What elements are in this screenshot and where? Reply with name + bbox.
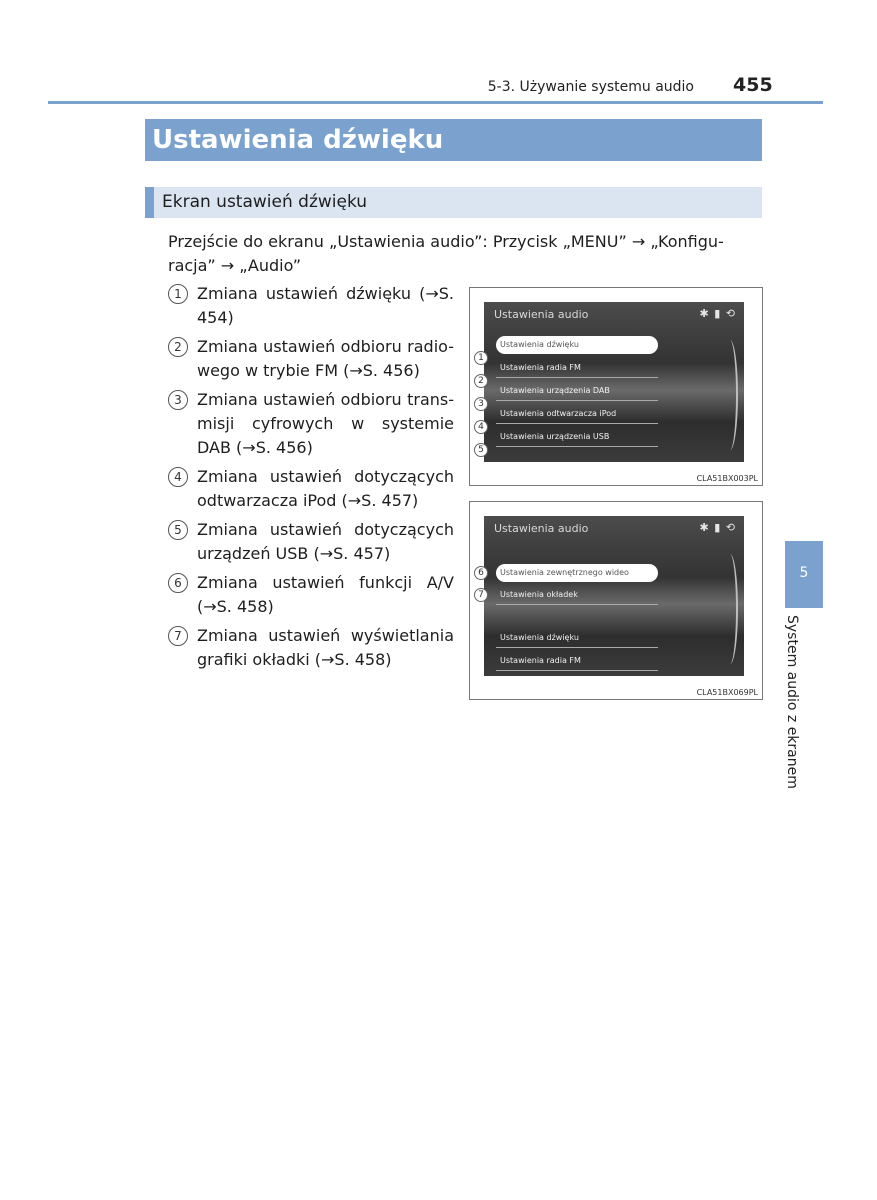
- callout-2: 2: [474, 374, 488, 388]
- item-number: 3: [168, 390, 188, 410]
- figure-code: CLA51BX003PL: [696, 474, 758, 483]
- menu-row: Ustawienia radia FM: [496, 359, 658, 378]
- menu-row: Ustawienia radia FM: [496, 652, 658, 671]
- item-text: Zmiana ustawień dźwięku (→S. 454): [197, 284, 454, 327]
- item-text: Zmiana ustawień odbioru trans-misji cyfrowych w systemie DAB (→S. 456): [197, 390, 454, 457]
- callout-7: 7: [474, 588, 488, 602]
- audio-settings-screen: [484, 302, 744, 462]
- item-number: 1: [168, 284, 188, 304]
- list-item: [168, 388, 454, 460]
- chapter-tab: [785, 541, 823, 608]
- item-number: 2: [168, 337, 188, 357]
- scroll-indicator: [722, 554, 738, 664]
- list-item: [168, 518, 454, 566]
- scroll-indicator: [722, 340, 738, 450]
- callout-5: 5: [474, 443, 488, 457]
- audio-settings-screen: [484, 516, 744, 676]
- page-title: Ustawienia dźwięku: [152, 125, 444, 155]
- status-icons: ✱ ▮ ⟲: [699, 521, 736, 534]
- title-bar: [145, 119, 762, 161]
- menu-row: Ustawienia odtwarzacza iPod: [496, 405, 658, 424]
- screen-title: Ustawienia audio: [494, 522, 589, 535]
- callout-4: 4: [474, 420, 488, 434]
- item-number: 7: [168, 626, 188, 646]
- callout-1: 1: [474, 351, 488, 365]
- section-title: Ekran ustawień dźwięku: [162, 192, 368, 212]
- header-rule: [48, 101, 823, 104]
- header-section: 5-3. Używanie systemu audio: [487, 79, 694, 95]
- item-text: Zmiana ustawień odbioru radio-wego w trybie FM (→S. 456): [197, 337, 454, 380]
- menu-row: Ustawienia dźwięku: [496, 629, 658, 648]
- list-item: [168, 465, 454, 513]
- list-item: [168, 335, 454, 383]
- section-bar: [145, 187, 762, 218]
- list-item: [168, 571, 454, 619]
- menu-row: Ustawienia dźwięku: [496, 336, 658, 354]
- items-list: [168, 282, 454, 677]
- item-text: Zmiana ustawień funkcji A/V (→S. 458): [197, 573, 454, 616]
- chapter-number: 5: [799, 565, 809, 581]
- chapter-label: System audio z ekranem: [784, 615, 800, 789]
- list-item: [168, 624, 454, 672]
- intro-text: Przejście do ekranu „Ustawienia audio”: Przycisk „MENU” → „Konfigu-racja” → „Audio”: [168, 232, 724, 275]
- callout-3: 3: [474, 397, 488, 411]
- screen-title: Ustawienia audio: [494, 308, 589, 321]
- page-number: 455: [733, 74, 773, 96]
- callout-6: 6: [474, 566, 488, 580]
- section-accent: [145, 187, 154, 218]
- item-number: 6: [168, 573, 188, 593]
- list-item: [168, 282, 454, 330]
- menu-row: Ustawienia urządzenia DAB: [496, 382, 658, 401]
- item-number: 4: [168, 467, 188, 487]
- item-text: Zmiana ustawień wyświetlania grafiki okładki (→S. 458): [197, 626, 454, 669]
- item-text: Zmiana ustawień dotyczących urządzeń USB (→S. 457): [197, 520, 454, 563]
- figure-code: CLA51BX069PL: [696, 688, 758, 697]
- status-icons: ✱ ▮ ⟲: [699, 307, 736, 320]
- menu-row: Ustawienia urządzenia USB: [496, 428, 658, 447]
- menu-row: Ustawienia zewnętrznego wideo: [496, 564, 658, 582]
- menu-row: Ustawienia okładek: [496, 586, 658, 605]
- screenshot-2: [469, 501, 763, 700]
- item-text: Zmiana ustawień dotyczących odtwarzacza iPod (→S. 457): [197, 467, 454, 510]
- screenshot-1: [469, 287, 763, 486]
- item-number: 5: [168, 520, 188, 540]
